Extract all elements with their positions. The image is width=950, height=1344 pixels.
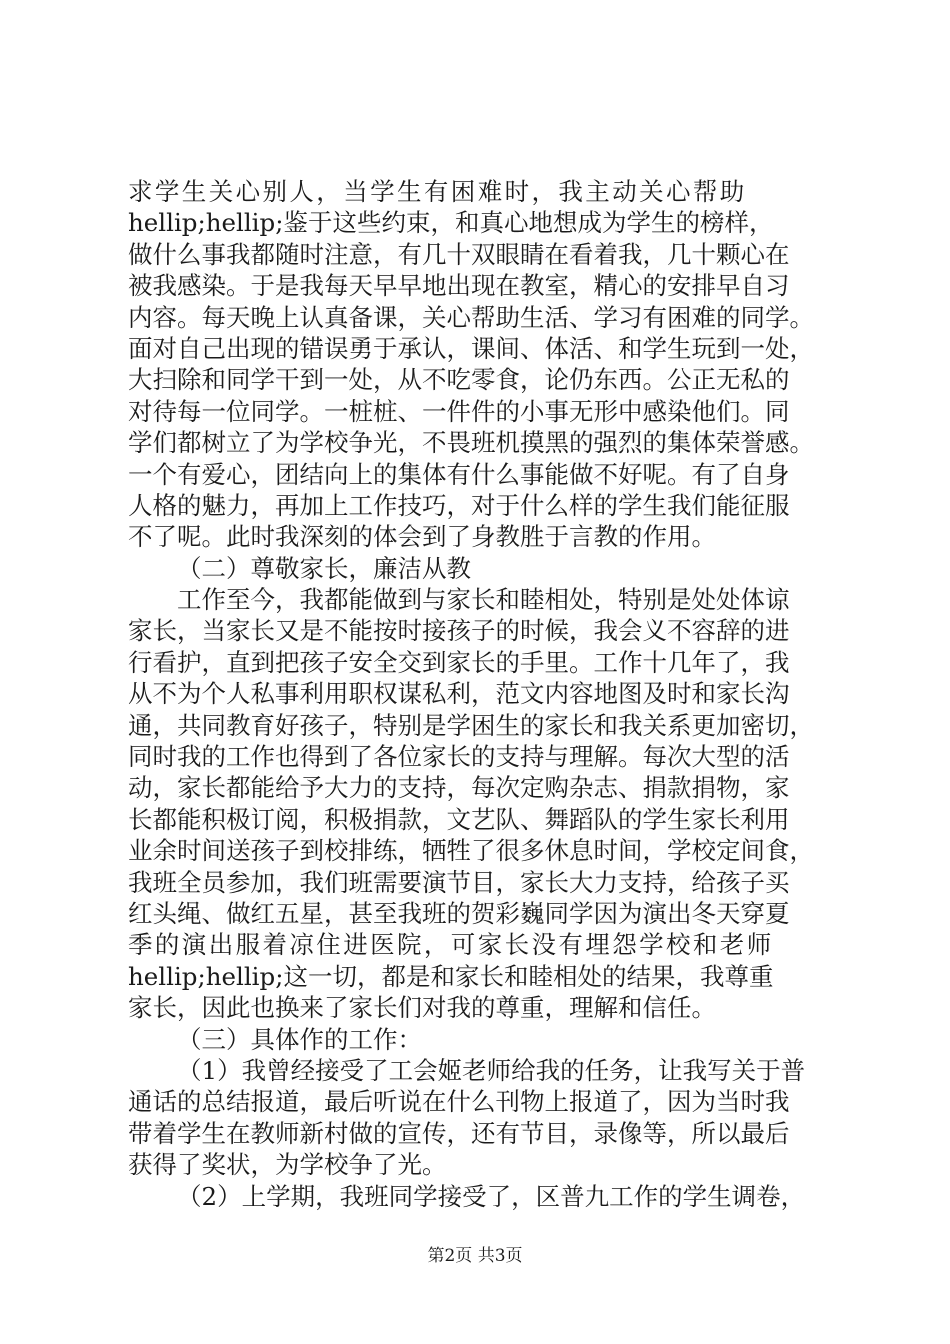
- text-line: 从不为个人私事利用职权谋私利，范文内容地图及时和家长沟: [128, 679, 790, 709]
- text-line: （2）上学期，我班同学接受了，区普九工作的学生调卷，: [177, 1181, 806, 1211]
- section-heading: （三）具体作的工作：: [177, 1024, 422, 1054]
- document-body: [128, 176, 828, 1212]
- text-line: 做什么事我都随时注意，有几十双眼睛在看着我，几十颗心在: [128, 239, 790, 269]
- text-line: 我班全员参加，我们班需要演节目，家长大力支持，给孩子买: [128, 867, 790, 897]
- text-line: 不了呢。此时我深刻的体会到了身教胜于言教的作用。: [128, 522, 716, 552]
- text-line: 面对自己出现的错误勇于承认，课间、体活、和学生玩到一处，: [128, 333, 814, 363]
- text-line: 对待每一位同学。一桩桩、一件件的小事无形中感染他们。同: [128, 396, 790, 426]
- section-heading: （二）尊敬家长，廉洁从教: [177, 553, 471, 583]
- text-line: 一个有爱心，团结向上的集体有什么事能做不好呢。有了自身: [128, 459, 790, 489]
- text-line: 大扫除和同学干到一处，从不吃零食，论仍东西。公正无私的: [128, 365, 790, 395]
- text-line: 工作至今，我都能做到与家长和睦相处，特别是处处体谅: [177, 585, 790, 615]
- text-line: hellip;hellip;这一切，都是和家长和睦相处的结果，我尊重: [128, 961, 774, 991]
- text-line: 业余时间送孩子到校排练，牺牲了很多休息时间，学校定间食，: [128, 836, 814, 866]
- text-line: 获得了奖状，为学校争了光。: [128, 1150, 447, 1180]
- text-line: 学们都树立了为学校争光，不畏班机摸黑的强烈的集体荣誉感。: [128, 428, 814, 458]
- text-line: 长都能积极订阅，积极捐款，文艺队、舞蹈队的学生家长利用: [128, 804, 790, 834]
- text-line: 通话的总结报道，最后听说在什么刊物上报道了，因为当时我: [128, 1087, 790, 1117]
- text-line: 被我感染。于是我每天早早地出现在教室，精心的安排早自习: [128, 271, 790, 301]
- page-footer: 第2页 共3页: [427, 1246, 523, 1266]
- text-line: 行看护，直到把孩子安全交到家长的手里。工作十几年了，我: [128, 647, 790, 677]
- text-line: 同时我的工作也得到了各位家长的支持与理解。每次大型的活: [128, 742, 790, 772]
- text-line: 家长，因此也换来了家长们对我的尊重，理解和信任。: [128, 993, 716, 1023]
- text-line: 红头绳、做红五星，甚至我班的贺彩巍同学因为演出冬天穿夏: [128, 898, 790, 928]
- text-line: （1）我曾经接受了工会姬老师给我的任务，让我写关于普: [177, 1055, 806, 1085]
- text-line: 内容。每天晚上认真备课，关心帮助生活、学习有困难的同学。: [128, 302, 814, 332]
- text-line: 通，共同教育好孩子，特别是学困生的家长和我关系更加密切，: [128, 710, 814, 740]
- text-line: 动，家长都能给予大力的支持，每次定购杂志、捐款捐物，家: [128, 773, 790, 803]
- text-line: 家长，当家长又是不能按时接孩子的时候，我会义不容辞的进: [128, 616, 790, 646]
- text-line: hellip;hellip;鉴于这些约束，和真心地想成为学生的榜样，: [128, 208, 774, 238]
- text-line: 人格的魅力，再加上工作技巧，对于什么样的学生我们能征服: [128, 490, 790, 520]
- text-line: 带着学生在教师新村做的宣传，还有节目，录像等，所以最后: [128, 1118, 790, 1148]
- text-line: 季的演出服着凉住进医院，可家长没有埋怨学校和老师: [128, 930, 774, 960]
- text-line: 求学生关心别人，当学生有困难时，我主动关心帮助: [128, 177, 747, 206]
